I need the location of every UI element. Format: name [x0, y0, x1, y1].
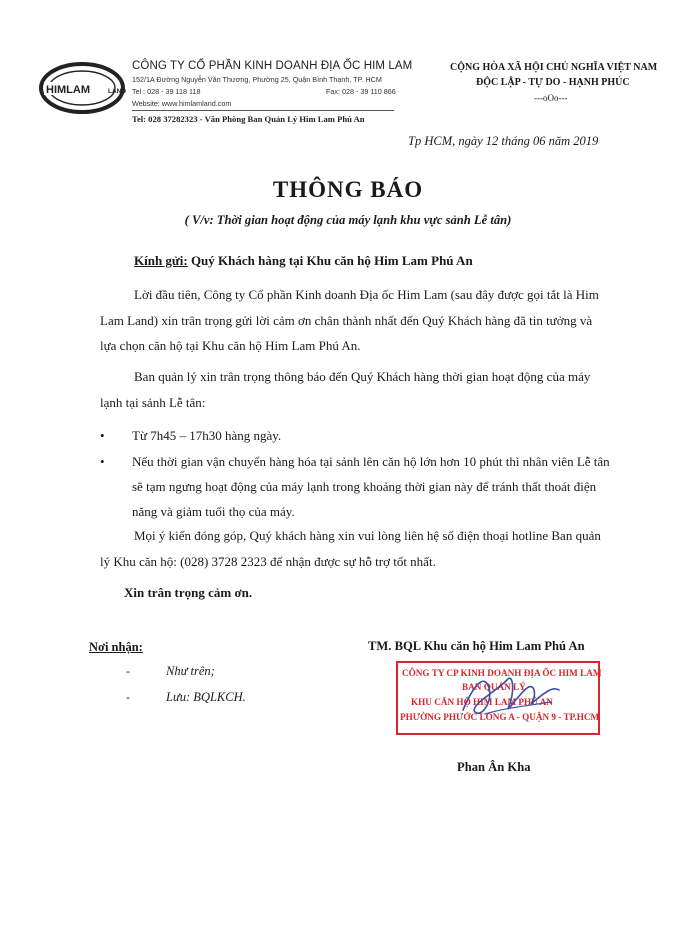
signatory-title: TM. BQL Khu căn hộ Him Lam Phú An [368, 639, 585, 653]
recipient-dash: - [126, 664, 130, 678]
national-title: CỘNG HÒA XÃ HỘI CHỦ NGHĨA VIỆT NAM [450, 62, 658, 73]
himlam-land-logo [38, 62, 130, 114]
company-website: Website: www.himlamland.com [132, 99, 232, 108]
national-motto: ĐỘC LẬP - TỰ DO - HẠNH PHÚC [476, 77, 630, 88]
stamp-line: KHU CĂN HỘ HIM LAM PHÚ AN [411, 697, 553, 707]
document-subject: ( V/v: Thời gian hoạt động của máy lạnh khu vực sảnh Lễ tân) [184, 213, 512, 227]
company-name: CÔNG TY CỔ PHẦN KINH DOANH ĐỊA ỐC HIM LAM [132, 60, 413, 72]
bullet-item-transport: Nếu thời gian vận chuyển hàng hóa tại sảnh lên căn hộ lớn hơn 10 phút thì nhân viên Lễ tân sẽ tạm ngưng hoạt động của máy lạnh trong khoảng thời gian này để tránh thất thoát điện năng và giảm tuổi thọ của máy. [132, 454, 610, 519]
recipient-label: Kính gửi: [134, 253, 188, 268]
stamp-line: BAN QUẢN LÝ [462, 682, 526, 692]
recipient-item: Như trên; [166, 664, 215, 678]
office-contact-line: Tel: 028 37282323 - Văn Phòng Ban Quản Lý Him Lam Phú An [132, 114, 365, 124]
svg-text:LAND: LAND [108, 88, 127, 95]
stamp-line: CÔNG TY CP KINH DOANH ĐỊA ỐC HIM LAM [402, 668, 602, 678]
closing-line: Xin trân trọng cảm ơn. [124, 585, 253, 600]
recipient-line [134, 253, 473, 269]
signer-name: Phan Ân Kha [457, 760, 531, 774]
recipients-label: Nơi nhận: [89, 640, 143, 654]
handwritten-signature [455, 662, 565, 732]
paragraph-intro: Lời đầu tiên, Công ty Cổ phần Kinh doanh Địa ốc Him Lam (sau đây được gọi tắt là Him Lam Land) xin trân trọng gửi lời cảm ơn chân thành nhất đến Quý Khách hàng đã tin tưởng và lựa chọn căn hộ tại Khu căn hộ Him Lam Phú An. [100, 287, 599, 353]
company-fax: Fax: 028 - 39 110 866 [326, 87, 396, 96]
company-address: 152/1A Đường Nguyễn Văn Thương, Phường 25, Quận Bình Thạnh, TP. HCM [132, 75, 382, 84]
national-ornament: ---oOo--- [534, 93, 568, 103]
letterhead-divider [132, 110, 394, 111]
paragraph-notice: Ban quản lý xin trân trọng thông báo đến Quý Khách hàng thời gian hoạt động của máy lạnh tại sảnh Lễ tân: [100, 369, 591, 410]
recipient-item: Lưu: BQLKCH. [166, 690, 246, 704]
bullet-item-hours: Từ 7h45 – 17h30 hàng ngày. [132, 428, 282, 443]
date-line: Tp HCM, ngày 12 tháng 06 năm 2019 [408, 134, 599, 148]
stamp-line: PHƯỜNG PHƯỚC LONG A - QUẬN 9 - TP.HCM [400, 712, 600, 722]
company-tel: Tel : 028 - 39 118 118 [132, 87, 201, 96]
bullet-marker: • [100, 454, 105, 469]
recipient-dash: - [126, 690, 130, 704]
recipient-text: Quý Khách hàng tại Khu căn hộ Him Lam Phú An [187, 253, 473, 268]
document-title: THÔNG BÁO [272, 177, 424, 202]
paragraph-contact: Mọi ý kiến đóng góp, Quý khách hàng xin vui lòng liên hệ số điện thoại hotline Ban quản lý Khu căn hộ: (028) 3728 2323 để nhận được sự hỗ trợ tốt nhất. [100, 528, 601, 569]
bullet-marker: • [100, 428, 105, 443]
svg-text:HIMLAM: HIMLAM [46, 84, 90, 96]
